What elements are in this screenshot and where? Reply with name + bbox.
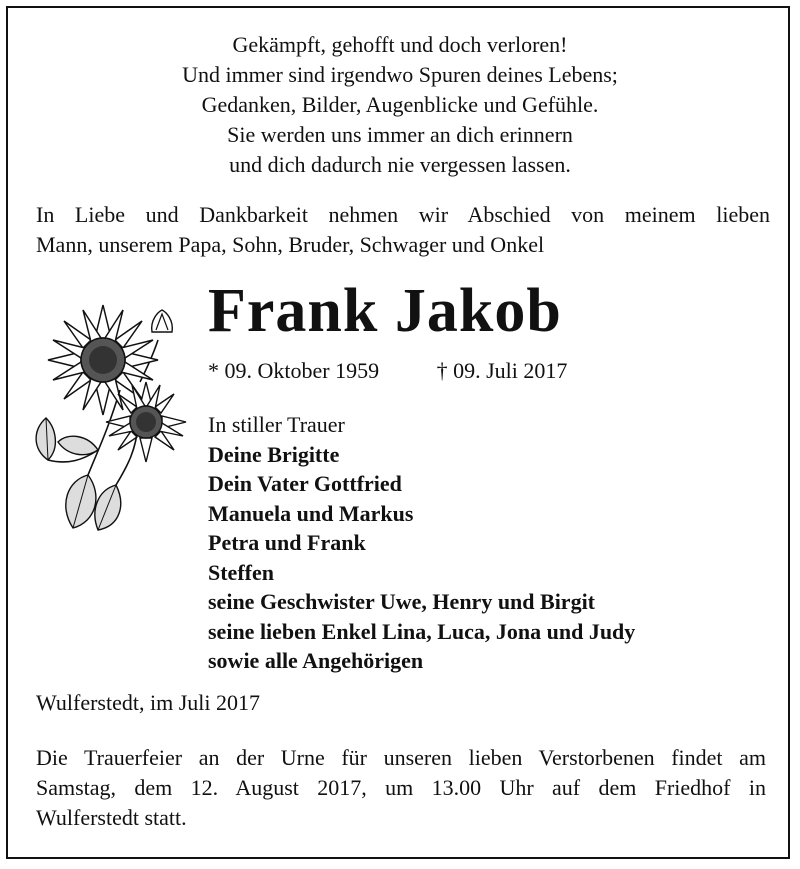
- leaves: [36, 418, 121, 530]
- service-line: Wulferstedt statt.: [36, 805, 187, 830]
- memorial-poem: [0, 30, 800, 180]
- mourner-entry: seine lieben Enkel Lina, Luca, Jona und Judy: [208, 618, 636, 644]
- intro-line: Mann, unserem Papa, Sohn, Bruder, Schwager und Onkel: [36, 232, 545, 257]
- mourner-entry: Manuela und Markus: [208, 500, 414, 526]
- intro-line: In Liebe und Dankbarkeit nehmen wir Abschied von meinem lieben: [36, 202, 770, 227]
- service-line: Die Trauerfeier an der Urne für unseren lieben Verstorbenen findet am: [36, 745, 766, 770]
- poem-line: Gekämpft, gehofft und doch verloren!: [232, 32, 568, 57]
- service-line: Samstag, dem 12. August 2017, um 13.00 Uhr auf dem Friedhof in: [36, 775, 766, 800]
- mourner-entry: Deine Brigitte: [208, 441, 340, 467]
- poem-line: Und immer sind irgendwo Spuren deines Lebens;: [182, 62, 618, 87]
- poem-line: und dich dadurch nie vergessen lassen.: [229, 152, 571, 177]
- mourners-heading: In stiller Trauer: [208, 412, 345, 437]
- mourner-entry: sowie alle Angehörigen: [208, 648, 424, 673]
- sunflower-illustration: [28, 300, 198, 545]
- life-dates: [208, 356, 567, 386]
- place-and-date: Wulferstedt, im Juli 2017: [36, 690, 260, 715]
- sunflower-small: [106, 382, 186, 462]
- farewell-intro: [36, 200, 770, 260]
- poem-line: Gedanken, Bilder, Augenblicke und Gefühle.: [201, 92, 599, 117]
- birth-date: * 09. Oktober 1959: [208, 358, 380, 383]
- mourner-entry: Petra und Frank: [208, 530, 366, 555]
- mourner-entry: Dein Vater Gottfried: [208, 471, 402, 496]
- death-date: † 09. Juli 2017: [436, 358, 568, 383]
- poem-line: Sie werden uns immer an dich erinnern: [227, 122, 573, 147]
- mourner-entry: Steffen: [208, 559, 274, 585]
- funeral-service-notice: [36, 743, 766, 833]
- sunflower-bud: [152, 310, 173, 332]
- mourner-entry: seine Geschwister Uwe, Henry und Birgit: [208, 589, 596, 614]
- mourners-list: [208, 410, 635, 676]
- deceased-name: Frank Jakob: [208, 277, 562, 345]
